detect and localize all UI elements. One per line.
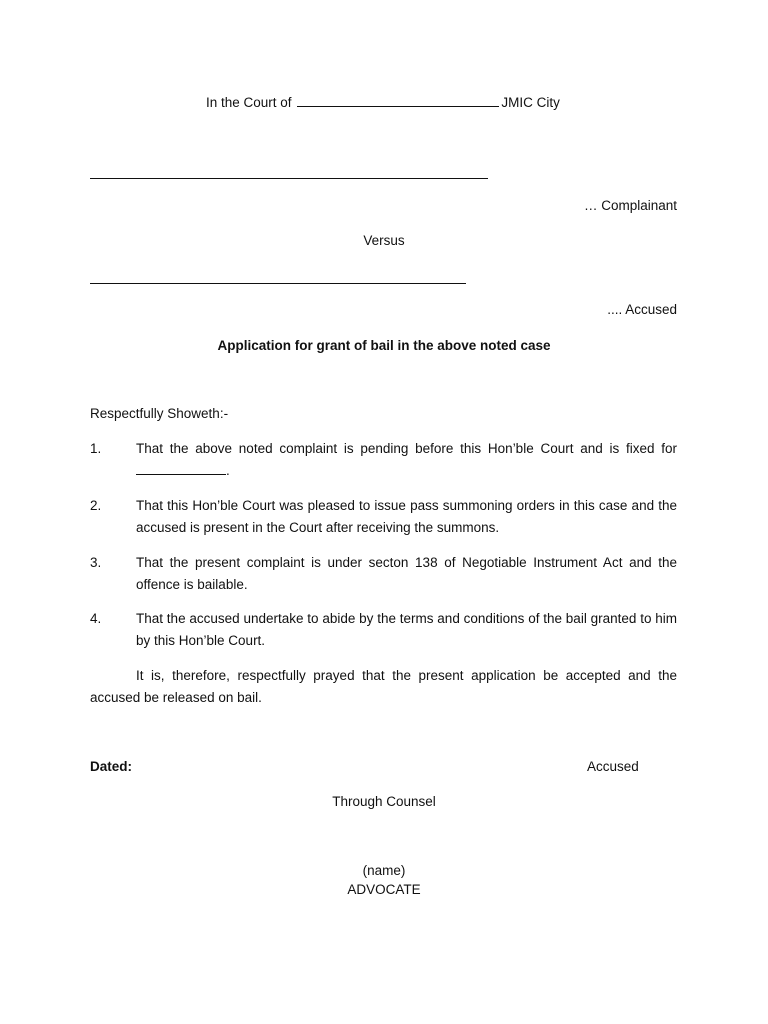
item-text-4: That the accused undertake to abide by the terms and conditions of the bail granted to him by this Hon’ble Court. <box>136 611 677 648</box>
court-heading <box>206 94 560 112</box>
prayer-paragraph: It is, therefore, respectfully prayed that the present application be accepted and the accused be released on bail. <box>90 668 677 705</box>
dated-label: Dated: <box>90 759 133 774</box>
item-number-3: 3. <box>90 555 102 570</box>
court-prefix: In the Court of <box>206 95 292 110</box>
item-number-1: 1. <box>90 441 102 456</box>
date-blank <box>136 462 226 475</box>
court-name-blank <box>297 94 499 107</box>
item-text-3: That the present complaint is under secton 138 of Negotiable Instrument Act and the offence is bailable. <box>136 555 677 592</box>
versus-label: Versus <box>363 233 405 248</box>
through-counsel: Through Counsel <box>332 794 436 809</box>
application-title: Application for grant of bail in the above noted case <box>217 338 551 353</box>
item-number-4: 4. <box>90 611 102 626</box>
salutation: Respectfully Showeth:- <box>90 406 229 421</box>
item-1-text: That the above noted complaint is pending before this Hon’ble Court and is fixed for <box>136 441 677 456</box>
court-suffix: JMIC City <box>501 95 560 110</box>
item-text-2: That this Hon’ble Court was pleased to issue pass summoning orders in this case and the accused is present in the Court after receiving the summons. <box>136 498 677 535</box>
advocate-name: (name) <box>362 863 406 878</box>
accused-label: .... Accused <box>607 302 677 317</box>
accused-name-line <box>90 283 466 284</box>
accused-signature-label: Accused <box>587 759 639 774</box>
item-1-tail: . <box>226 463 230 478</box>
advocate-title: ADVOCATE <box>347 882 421 897</box>
complainant-name-line <box>90 178 488 179</box>
complainant-label: … Complainant <box>583 198 677 213</box>
item-text-1 <box>136 438 677 482</box>
item-number-2: 2. <box>90 498 102 513</box>
